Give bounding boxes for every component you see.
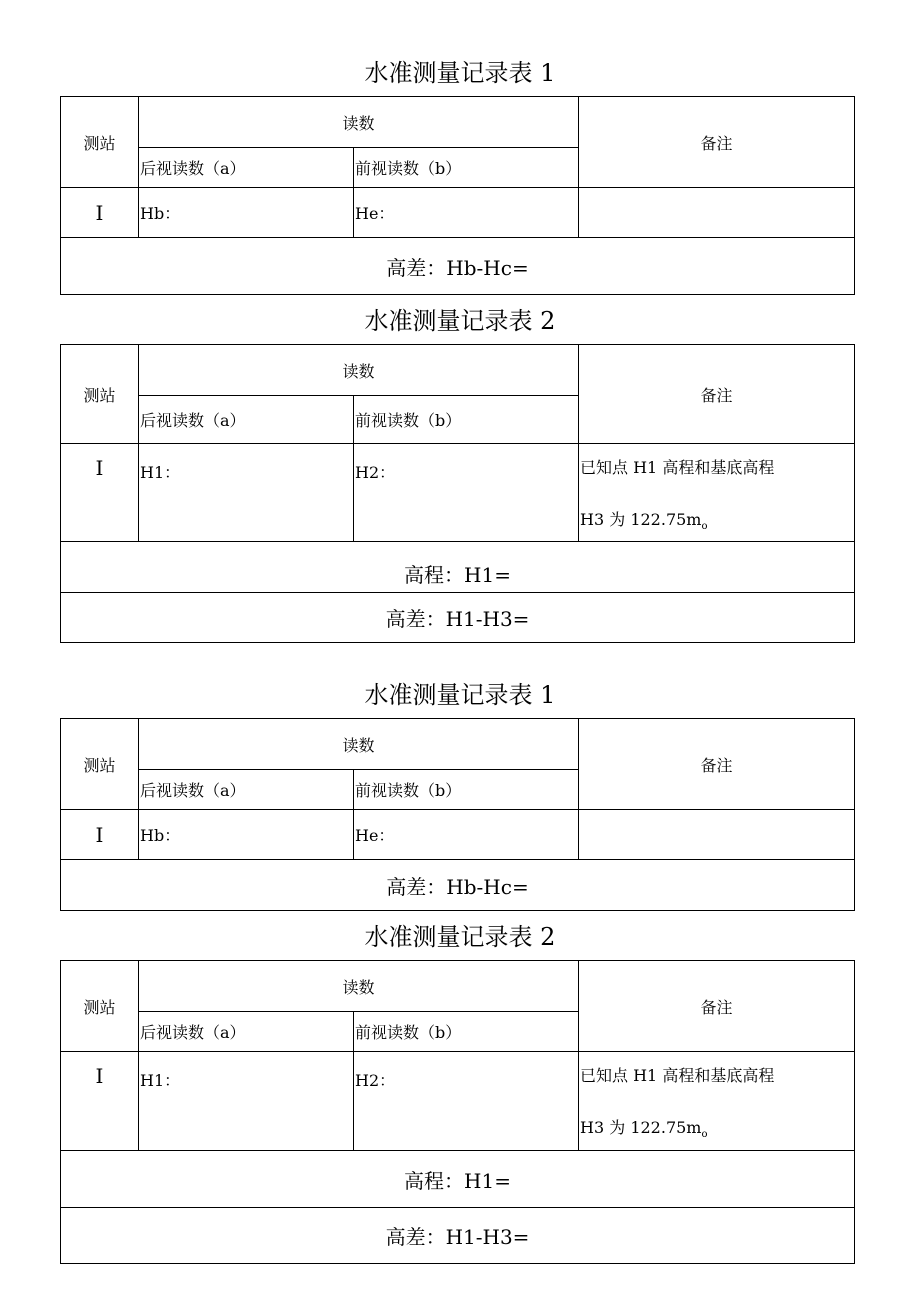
station-header: 测站 xyxy=(61,345,139,444)
station-cell: I xyxy=(61,810,139,860)
height-difference-row: 高差：Hb-Hc= xyxy=(61,238,855,295)
remark-cell xyxy=(579,810,855,860)
front-reading-header: 前视读数（b） xyxy=(354,396,579,444)
station-cell: I xyxy=(61,188,139,238)
remark-cell xyxy=(579,1052,855,1151)
level-survey-table xyxy=(60,718,855,911)
back-reading-cell: Hb： xyxy=(139,188,354,238)
reading-header: 读数 xyxy=(139,961,579,1012)
table-title: 水准测量记录表 2 xyxy=(364,307,556,335)
remark-elevation-text: H3 为 122.75m xyxy=(580,510,702,529)
station-cell: I xyxy=(61,1052,139,1151)
level-survey-table xyxy=(60,96,855,295)
front-reading-header: 前视读数（b） xyxy=(354,148,579,188)
remark-header: 备注 xyxy=(579,97,855,188)
front-reading-header: 前视读数（b） xyxy=(354,1012,579,1052)
remark-line: 已知点 H1 高程和基底高程 xyxy=(580,458,775,477)
back-reading-cell: Hb： xyxy=(139,810,354,860)
table-title: 水准测量记录表 1 xyxy=(364,59,556,87)
elevation-row: 高程：H1= xyxy=(61,542,855,593)
station-header: 测站 xyxy=(61,97,139,188)
back-reading-header: 后视读数（a） xyxy=(139,770,354,810)
elevation-row: 高程：H1= xyxy=(61,1151,855,1208)
remark-elevation-text: H3 为 122.75m xyxy=(580,1118,702,1137)
remark-cell xyxy=(579,444,855,542)
remark-line xyxy=(580,508,854,539)
height-difference-row: 高差：Hb-Hc= xyxy=(61,860,855,911)
level-survey-table xyxy=(60,344,855,643)
back-reading-header: 后视读数（a） xyxy=(139,1012,354,1052)
remark-header: 备注 xyxy=(579,719,855,810)
front-reading-cell: H2： xyxy=(354,444,579,542)
table-title: 水准测量记录表 2 xyxy=(364,923,556,951)
station-header: 测站 xyxy=(61,719,139,810)
front-reading-cell: He： xyxy=(354,810,579,860)
back-reading-header: 后视读数（a） xyxy=(139,148,354,188)
height-difference-row: 高差：H1-H3= xyxy=(61,1208,855,1264)
front-reading-cell: He： xyxy=(354,188,579,238)
front-reading-header: 前视读数（b） xyxy=(354,770,579,810)
remark-header: 备注 xyxy=(579,961,855,1052)
height-difference-row: 高差：H1-H3= xyxy=(61,593,855,643)
table-title: 水准测量记录表 1 xyxy=(364,681,556,709)
back-reading-cell: H1： xyxy=(139,1052,354,1151)
remark-period-mark: o xyxy=(701,521,708,533)
remark-header: 备注 xyxy=(579,345,855,444)
reading-header: 读数 xyxy=(139,719,579,770)
station-header: 测站 xyxy=(61,961,139,1052)
remark-line xyxy=(580,1116,854,1147)
remark-line: 已知点 H1 高程和基底高程 xyxy=(580,1066,775,1085)
reading-header: 读数 xyxy=(139,97,579,148)
level-survey-table xyxy=(60,960,855,1264)
station-cell: I xyxy=(61,444,139,542)
reading-header: 读数 xyxy=(139,345,579,396)
front-reading-cell: H2： xyxy=(354,1052,579,1151)
back-reading-header: 后视读数（a） xyxy=(139,396,354,444)
remark-period-mark: o xyxy=(701,1129,708,1141)
back-reading-cell: H1： xyxy=(139,444,354,542)
remark-cell xyxy=(579,188,855,238)
